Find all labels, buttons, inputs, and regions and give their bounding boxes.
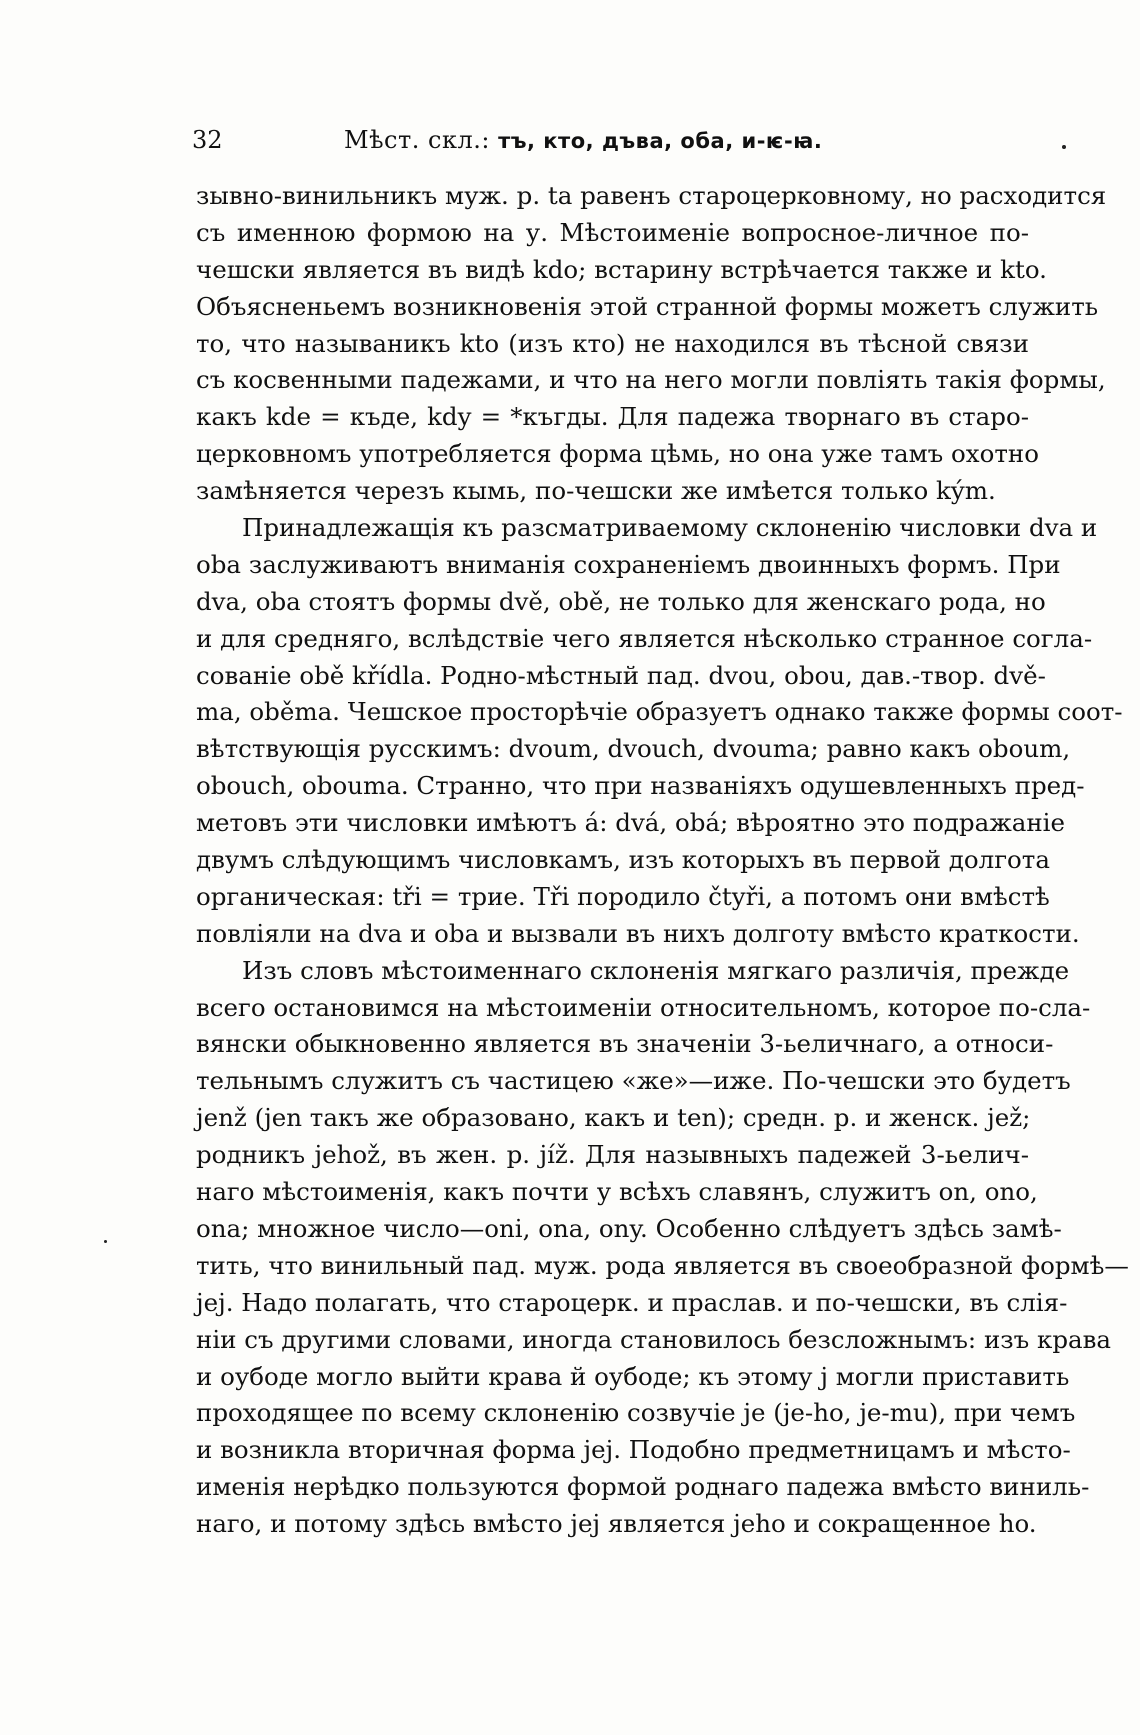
running-title: [344, 124, 822, 157]
paragraph-2: [196, 510, 1123, 953]
running-title-bold: тъ, кто, дъва, оба, и-ѥ-ꙗ.: [498, 129, 823, 153]
print-speck: [104, 1240, 107, 1243]
text-line: obouch, obouma. Странно, что при названіяхъ одушевленныхъ пред-: [196, 771, 1085, 801]
text-line: какъ kde = къде, kdy = *къгды. Для падежа творнаго въ старо-: [196, 402, 1029, 432]
print-speck: [1062, 145, 1066, 149]
text-line: зывно-винильникъ муж. р. ta равенъ староцерковному, но расходится: [196, 181, 1107, 210]
page-number: 32: [192, 126, 223, 154]
text-line: jenž (jen такъ же образовано, какъ и ten); средн. р. и женск. jež;: [196, 1103, 1031, 1133]
text-line: сованіе obě křídla. Родно-мѣстный пад. dvou, obou, дав.-твор. dvě-: [196, 660, 1046, 690]
text-line: то, что называникъ kto (изъ кто) не находился въ тѣсной связи: [196, 328, 1029, 358]
text-line: ma, oběma. Чешское просторѣчіе образуетъ однако также формы соот-: [196, 697, 1123, 727]
paragraph-3: [196, 953, 1129, 1543]
text-line: тить, что винильный пад. муж. рода является въ своеобразной формѣ—: [196, 1250, 1129, 1280]
text-line: съ именною формою на у. Мѣстоименіе вопросное-личное по-: [196, 217, 1029, 247]
paragraph-1: [196, 178, 1107, 510]
text-line: jej. Надо полагать, что староцерк. и праслав. и по-чешски, въ слія-: [196, 1287, 1068, 1317]
text-line: Принадлежащія къ разсматриваемому склоненію числовки dva и: [242, 513, 1098, 543]
text-line: чешски является въ видѣ kdo; встарину встрѣчается также и kto.: [196, 254, 1047, 284]
text-line: съ косвенными падежами, и что на него могли повліять такія формы,: [196, 365, 1106, 395]
text-line: проходящее по всему склоненію созвучіе je (je-ho, je-mu), при чемъ: [196, 1398, 1076, 1428]
text-line: ніи съ другими словами, иногда становилось безсложнымъ: изъ крава: [196, 1324, 1112, 1354]
text-line: Изъ словъ мѣстоименнаго склоненія мягкаго различія, прежде: [242, 955, 1070, 985]
text-line: замѣняется черезъ кымь, по-чешски же имѣется только kým.: [196, 476, 996, 506]
text-line: именія нерѣдко пользуются формой роднаго падежа вмѣсто виниль-: [196, 1472, 1090, 1502]
text-line: всего остановимся на мѣстоименіи относительномъ, которое по-сла-: [196, 992, 1091, 1022]
text-line: родникъ jehož, въ жен. р. jíž. Для назывныхъ падежей 3-ьелич-: [196, 1140, 1029, 1170]
text-line: вянски обыкновенно является въ значеніи 3-ьеличнаго, а относи-: [196, 1029, 1054, 1059]
running-title-plain: Мѣст. скл.:: [344, 126, 499, 154]
text-line: двумъ слѣдующимъ числовкамъ, изъ которыхъ въ первой долгота: [196, 845, 1050, 875]
text-line: повліяли на dva и oba и вызвали въ нихъ долготу вмѣсто краткости.: [196, 918, 1080, 948]
text-line: ona; множное число—oni, ona, ony. Особенно слѣдуетъ здѣсь замѣ-: [196, 1213, 1062, 1243]
text-line: и возникла вторичная форма jej. Подобно предметницамъ и мѣсто-: [196, 1435, 1071, 1465]
text-line: наго, и потому здѣсь вмѣсто jej является jeho и сокращенное ho.: [196, 1509, 1037, 1539]
body-text: [196, 178, 1129, 1543]
text-line: Объясненьемъ возникновенія этой странной формы можетъ служить: [196, 291, 1099, 321]
text-line: и оубоде могло выйти крава й оубоде; къ этому j могли приставить: [196, 1361, 1070, 1391]
text-line: oba заслуживаютъ вниманія сохраненіемъ двоинныхъ формъ. При: [196, 549, 1061, 579]
text-line: наго мѣстоименія, какъ почти у всѣхъ славянъ, служитъ on, ono,: [196, 1177, 1038, 1207]
text-line: церковномъ употребляется форма цѣмь, но она уже тамъ охотно: [196, 439, 1040, 469]
text-line: тельнымъ служитъ съ частицею «же»—иже. По-чешски это будетъ: [196, 1066, 1071, 1096]
text-line: dva, oba стоятъ формы dvě, obě, не только для женскаго рода, но: [196, 586, 1046, 616]
text-line: и для средняго, вслѣдствіе чего является нѣсколько странное согла-: [196, 623, 1093, 653]
text-line: органическая: tři = трие. Tři породило čtyři, а потомъ они вмѣстѣ: [196, 881, 1050, 911]
page-header: [192, 124, 1027, 164]
text-line: вѣтствующія русскимъ: dvoum, dvouch, dvouma; равно какъ oboum,: [196, 734, 1071, 764]
text-line: метовъ эти числовки имѣютъ á: dvá, obá; вѣроятно это подражаніе: [196, 808, 1066, 838]
